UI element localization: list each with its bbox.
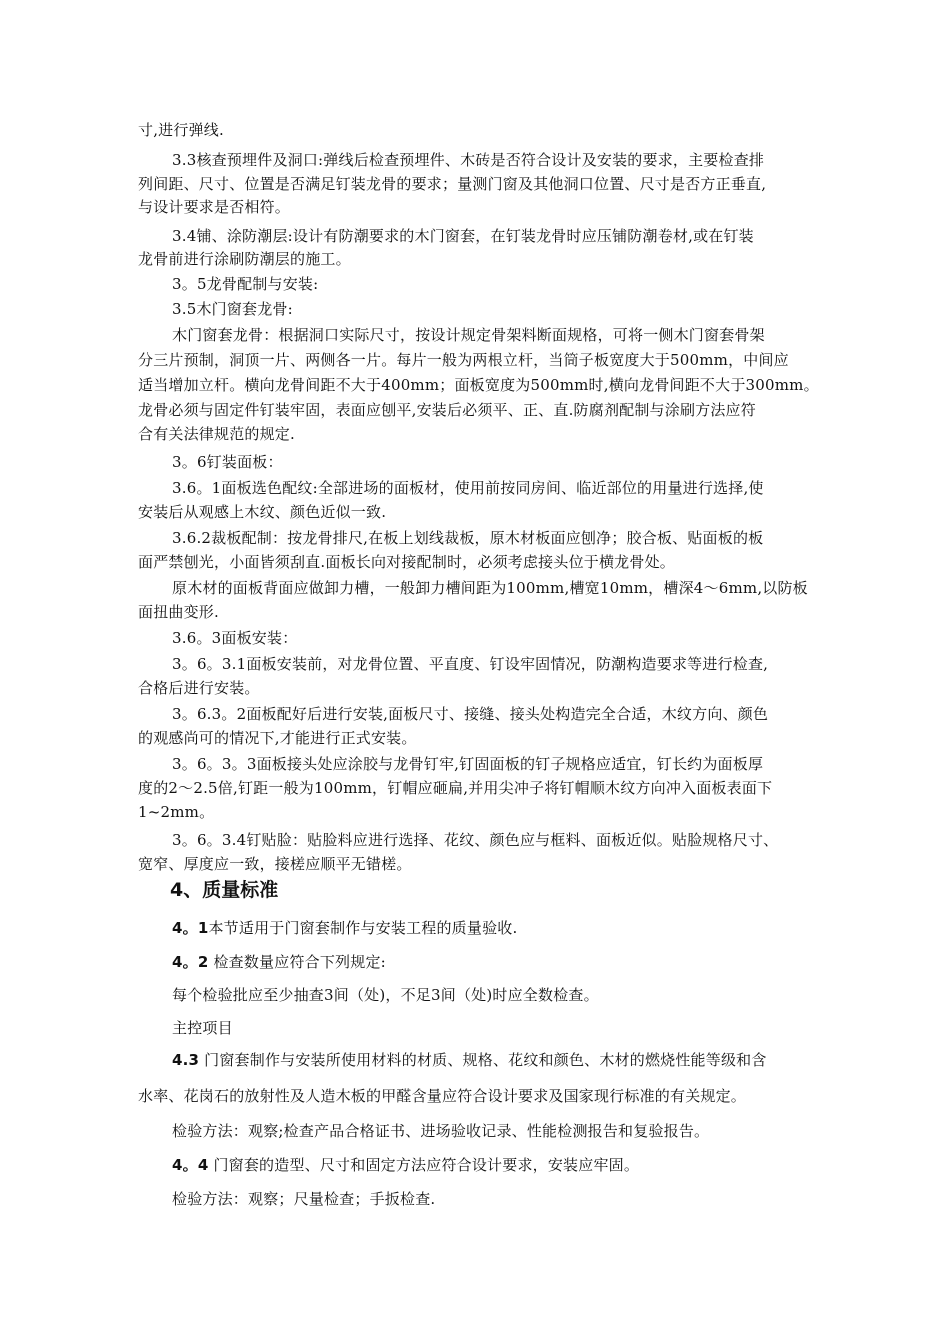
text-line: 列间距、尺寸、位置是否满足钉装龙骨的要求；量测门窗及其他洞口位置、尺寸是否方正垂直, — [138, 175, 767, 193]
text-line: 检验方法：观察；尺量检查；手扳检查. — [172, 1190, 436, 1208]
text-line: 宽窄、厚度应一致，接槎应顺平无错槎。 — [138, 855, 412, 873]
clause-number: 4.3 — [172, 1051, 200, 1069]
clause-text: 本节适用于门窗套制作与安装工程的质量验收. — [208, 919, 518, 937]
text-line: 1~2mm。 — [138, 803, 215, 821]
text-line: 合格后进行安装。 — [138, 679, 260, 697]
text-line: 度的2～2.5倍,钉距一般为100mm，钉帽应砸扁,并用尖冲子将钉帽顺木纹方向冲入面板表面下 — [138, 779, 773, 797]
text-line: 木门窗套龙骨：根据洞口实际尺寸，按设计规定骨架料断面规格，可将一侧木门窗套骨架 — [172, 326, 765, 344]
text-line: 3。6。3.1面板安装前，对龙骨位置、平直度、钉设牢固情况，防潮构造要求等进行检查, — [172, 655, 769, 673]
text-line: 3.3核查预埋件及洞口:弹线后检查预埋件、木砖是否符合设计及安装的要求，主要检查排 — [172, 151, 765, 169]
text-line: 3.5木门窗套龙骨: — [172, 300, 293, 318]
text-line: 原木材的面板背面应做卸力槽，一般卸力槽间距为100mm,槽宽10mm，槽深4～6mm,以防板 — [172, 579, 808, 597]
text-line: 3.6。3面板安装： — [172, 629, 298, 647]
subheading-main-items: 主控项目 — [172, 1019, 233, 1037]
text-line: 检验方法：观察;检查产品合格证书、进场验收记录、性能检测报告和复验报告。 — [172, 1122, 710, 1140]
clause-number: 4。4 — [172, 1156, 209, 1174]
paragraph-4-2 — [172, 952, 386, 972]
text-line: 龙骨前进行涂刷防潮层的施工。 — [138, 250, 351, 268]
text-line: 3。6.3。2面板配好后进行安装,面板尺寸、接缝、接头处构造完全合适，木纹方向、颜色 — [172, 705, 769, 723]
text-line: 面严禁刨光，小面皆须刮直.面板长向对接配制时，必须考虑接头位于横龙骨处。 — [138, 553, 675, 571]
text-line: 适当增加立杆。横向龙骨间距不大于400mm；面板宽度为500mm时,横向龙骨间距不大于300mm。 — [138, 376, 819, 394]
text-line: 水率、花岗石的放射性及人造木板的甲醛含量应符合设计要求及国家现行标准的有关规定。 — [138, 1087, 747, 1105]
text-line: 3。6。3.4钉贴脸：贴脸料应进行选择、花纹、颜色应与框料、面板近似。贴脸规格尺寸、 — [172, 831, 779, 849]
paragraph-4-4 — [172, 1155, 639, 1175]
text-line: 3.4铺、涂防潮层:设计有防潮要求的木门窗套，在钉装龙骨时应压铺防潮卷材,或在钉装 — [172, 227, 754, 245]
text-line: 分三片预制，洞顶一片、两侧各一片。每片一般为两根立杆，当筒子板宽度大于500mm，中间应 — [138, 351, 789, 369]
text-line: 每个检验批应至少抽查3间（处)，不足3间（处)时应全数检查。 — [172, 986, 599, 1004]
text-line: 3。6。3。3面板接头处应涂胶与龙骨钉牢,钉固面板的钉子规格应适宜，钉长约为面板厚 — [172, 755, 764, 773]
text-line: 与设计要求是否相符。 — [138, 198, 291, 216]
paragraph-4-1 — [172, 918, 517, 938]
clause-text: 检查数量应符合下列规定: — [208, 953, 386, 971]
paragraph-4-3 — [172, 1050, 767, 1070]
clause-text: 门窗套的造型、尺寸和固定方法应符合设计要求，安装应牢固。 — [208, 1156, 640, 1174]
text-line: 3.6.2裁板配制：按龙骨排尺,在板上划线裁板，原木材板面应刨净；胶合板、贴面板的板 — [172, 529, 764, 547]
text-line: 3。6钉装面板： — [172, 453, 283, 471]
text-line: 3。5龙骨配制与安装: — [172, 275, 319, 293]
text-line: 面扭曲变形. — [138, 603, 219, 621]
clause-number: 4。1 — [172, 919, 209, 937]
text-line: 合有关法律规范的规定. — [138, 425, 295, 443]
text-line: 安装后从观感上木纹、颜色近似一致. — [138, 503, 387, 521]
section-heading: 4、质量标准 — [170, 879, 279, 901]
clause-text: 门窗套制作与安装所使用材料的材质、规格、花纹和颜色、木材的燃烧性能等级和含 — [199, 1051, 767, 1069]
text-line: 3.6。1面板选色配纹:全部进场的面板材，使用前按同房间、临近部位的用量进行选择,使 — [172, 479, 764, 497]
text-line: 的观感尚可的情况下,才能进行正式安装。 — [138, 729, 417, 747]
clause-number: 4。2 — [172, 953, 209, 971]
text-line: 寸,进行弹线. — [138, 121, 224, 139]
text-line: 龙骨必须与固定件钉装牢固，表面应刨平,安装后必须平、正、直.防腐剂配制与涂刷方法应符 — [138, 401, 756, 419]
